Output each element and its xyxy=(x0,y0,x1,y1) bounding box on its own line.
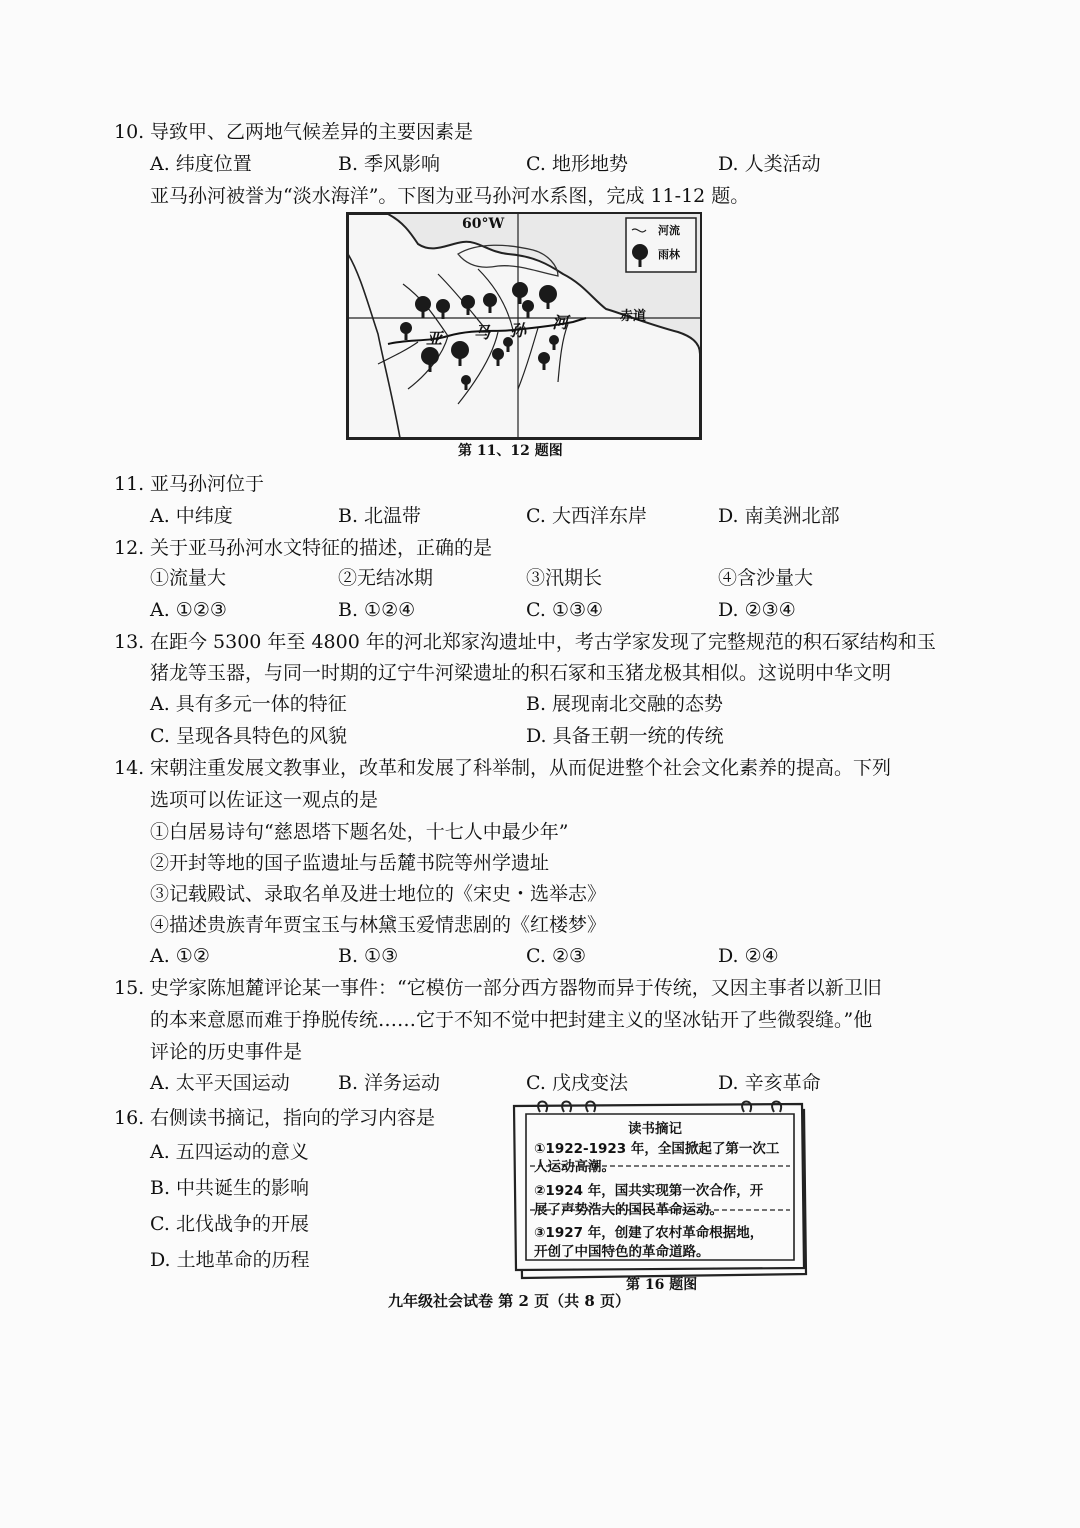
q10-option-b: B. 季风影响 xyxy=(338,153,441,175)
q14-item-2: ②开封等地的国子监遗址与岳麓书院等州学遗址 xyxy=(150,852,550,874)
question-11-stem: 亚马孙河位于 xyxy=(150,473,265,495)
q15-option-d: D. 辛亥革命 xyxy=(718,1072,821,1094)
reading-note-line-1b: 人运动高潮。 xyxy=(534,1159,615,1175)
amazon-map xyxy=(346,212,702,440)
question-14-number: 14. xyxy=(114,757,145,779)
question-15-stem-line3: 评论的历史事件是 xyxy=(150,1041,303,1063)
q16-option-a: A. 五四运动的意义 xyxy=(150,1141,309,1163)
river-char-1: 亚 xyxy=(426,329,443,348)
q12-item-3: ③汛期长 xyxy=(526,567,603,589)
question-12-stem: 关于亚马孙河水文特征的描述，正确的是 xyxy=(150,537,493,559)
question-15-number: 15. xyxy=(114,977,145,999)
q14-item-1: ①白居易诗句“慈恩塔下题名处，十七人中最少年” xyxy=(150,821,569,843)
q15-option-a: A. 太平天国运动 xyxy=(150,1072,290,1094)
q12-item-2: ②无结冰期 xyxy=(338,567,434,589)
question-15-stem-line2: 的本来意愿而难于挣脱传统……它于不知不觉中把封建主义的坚冰钻开了些微裂缝。”他 xyxy=(150,1009,873,1031)
q13-option-c: C. 呈现各具特色的风貌 xyxy=(150,725,347,747)
q16-option-d: D. 土地革命的历程 xyxy=(150,1249,310,1271)
reading-note-title: 读书摘记 xyxy=(628,1121,682,1137)
q13-option-d: D. 具备王朝一统的传统 xyxy=(526,725,724,747)
q14-item-4: ④描述贵族青年贾宝玉与林黛玉爱情悲剧的《红楼梦》 xyxy=(150,914,607,936)
river-char-4: 河 xyxy=(552,313,569,332)
river-char-2: 马 xyxy=(474,323,491,342)
equator-label: 赤道 xyxy=(620,309,647,324)
q14-option-c: C. ②③ xyxy=(526,945,587,967)
q14-option-a: A. ①② xyxy=(150,945,210,967)
intro-11-12: 亚马孙河被誉为“淡水海洋”。下图为亚马孙河水系图，完成 11-12 题。 xyxy=(150,185,750,207)
q14-option-b: B. ①③ xyxy=(338,945,399,967)
question-10-stem: 导致甲、乙两地气候差异的主要因素是 xyxy=(150,121,474,143)
reading-note-line-2a: ②1924 年，国共实现第一次合作，开 xyxy=(534,1183,764,1199)
q12-item-4: ④含沙量大 xyxy=(718,567,814,589)
reading-note-line-1a: ①1922-1923 年，全国掀起了第一次工 xyxy=(534,1141,780,1157)
question-11-number: 11. xyxy=(114,473,145,495)
q16-option-c: C. 北伐战争的开展 xyxy=(150,1213,309,1235)
q13-option-a: A. 具有多元一体的特征 xyxy=(150,693,347,715)
q11-option-a: A. 中纬度 xyxy=(150,505,233,527)
reading-note xyxy=(512,1098,812,1284)
q10-option-c: C. 地形地势 xyxy=(526,153,628,175)
question-14-stem-line1: 宋朝注重发展文教事业，改革和发展了科举制，从而促进整个社会文化素养的提高。下列 xyxy=(150,757,892,779)
note-caption: 第 16 题图 xyxy=(626,1277,698,1293)
question-12-number: 12. xyxy=(114,537,145,559)
reading-note-line-2b: 展了声势浩大的国民革命运动。 xyxy=(534,1202,723,1218)
question-13-number: 13. xyxy=(114,631,145,653)
reading-note-line-3b: 开创了中国特色的革命道路。 xyxy=(534,1244,710,1260)
question-10-number: 10. xyxy=(114,121,145,143)
q11-option-c: C. 大西洋东岸 xyxy=(526,505,647,527)
q13-option-b: B. 展现南北交融的态势 xyxy=(526,693,724,715)
meridian-label: 60°W xyxy=(462,216,505,232)
q15-option-c: C. 戊戌变法 xyxy=(526,1072,628,1094)
river-char-3: 孙 xyxy=(510,321,527,340)
q15-option-b: B. 洋务运动 xyxy=(338,1072,441,1094)
q14-option-d: D. ②④ xyxy=(718,945,779,967)
question-15-stem-line1: 史学家陈旭麓评论某一事件：“它模仿一部分西方器物而异于传统，又因主事者以新卫旧 xyxy=(150,977,882,999)
legend-forest-label: 雨林 xyxy=(658,248,680,261)
reading-note-line-3a: ③1927 年，创建了农村革命根据地， xyxy=(534,1225,764,1241)
question-13-stem-line2: 猪龙等玉器，与同一时期的辽宁牛河梁遗址的积石冢和玉猪龙极其相似。这说明中华文明 xyxy=(150,662,892,684)
q10-option-a: A. 纬度位置 xyxy=(150,153,252,175)
question-16-number: 16. xyxy=(114,1107,145,1129)
q14-item-3: ③记载殿试、录取名单及进士地位的《宋史・选举志》 xyxy=(150,883,607,905)
q16-option-b: B. 中共诞生的影响 xyxy=(150,1177,310,1199)
question-13-stem-line1: 在距今 5300 年至 4800 年的河北郑家沟遗址中，考古学家发现了完整规范的积石冢结构和玉 xyxy=(150,631,936,653)
q11-option-d: D. 南美洲北部 xyxy=(718,505,840,527)
q10-option-d: D. 人类活动 xyxy=(718,153,821,175)
q12-item-1: ①流量大 xyxy=(150,567,227,589)
q12-option-b: B. ①②④ xyxy=(338,599,416,621)
q12-option-d: D. ②③④ xyxy=(718,599,796,621)
question-16-stem: 右侧读书摘记，指向的学习内容是 xyxy=(150,1107,436,1129)
legend-river-label: 河流 xyxy=(658,224,680,237)
map-caption: 第 11、12 题图 xyxy=(458,443,563,459)
page-footer: 九年级社会试卷 第 2 页（共 8 页） xyxy=(388,1292,630,1310)
q11-option-b: B. 北温带 xyxy=(338,505,422,527)
q12-option-a: A. ①②③ xyxy=(150,599,227,621)
question-14-stem-line2: 选项可以佐证这一观点的是 xyxy=(150,789,379,811)
q12-option-c: C. ①③④ xyxy=(526,599,604,621)
